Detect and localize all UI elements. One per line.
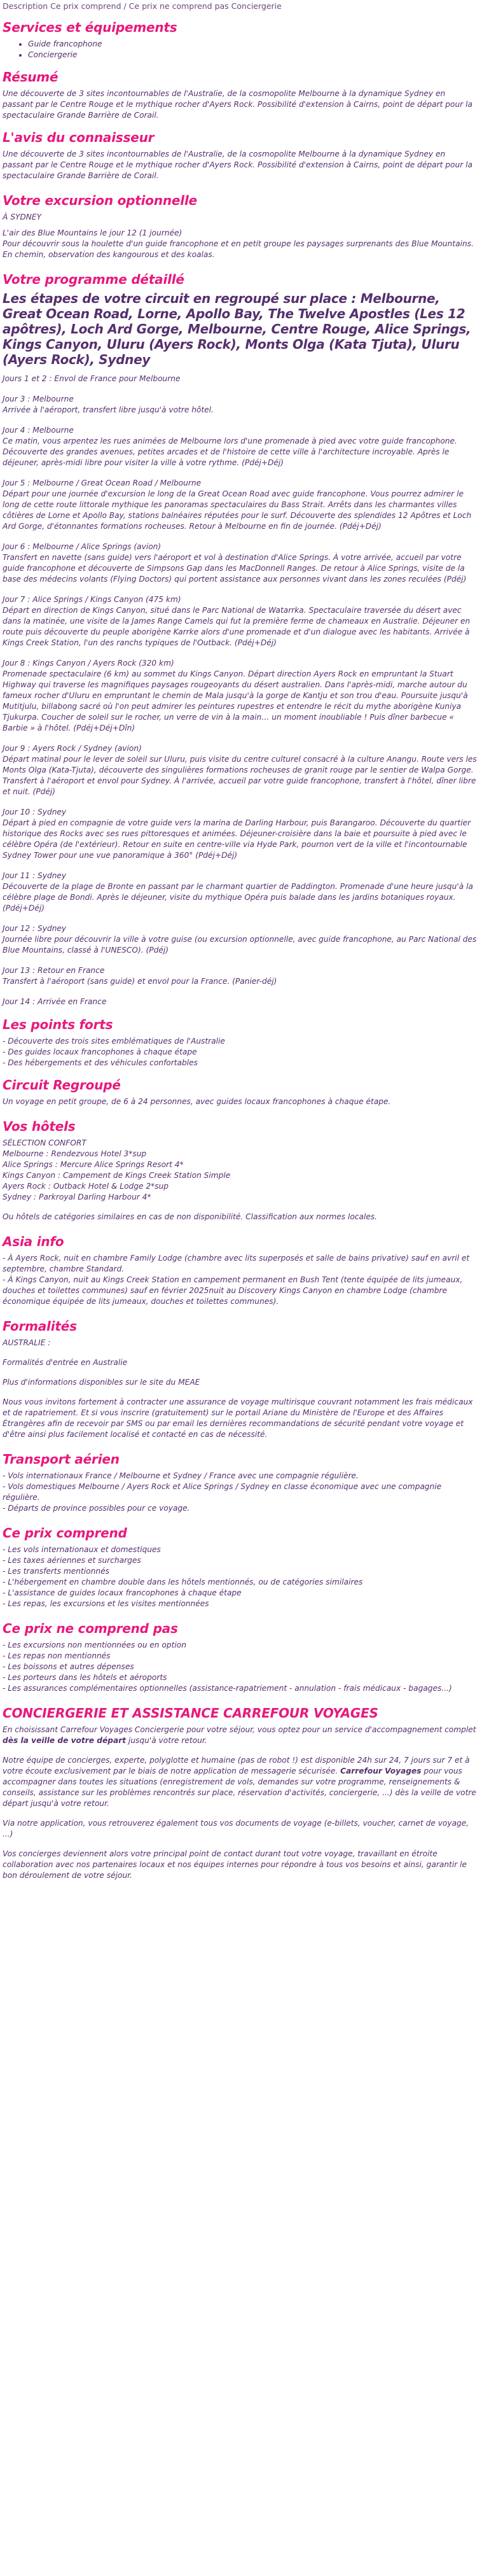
- day-desc: Transfert en navette (sans guide) vers l'aéroport et vol à destination d'Alice Springs. À votre arrivée, accueil par votre guide francophone et découverte de Simpsons Gap dans les MacDonnell Ranges. De retour à Alice Springs, visite de la base des médecins volants (Flying Doctors) qui portent assistance aux personnes vivant dans les zones reculées (Pdéj): [3, 553, 467, 584]
- day-title: Jour 7 : Alice Springs / Kings Canyon (475 km): [3, 595, 181, 604]
- page: [0, 1, 482, 1887]
- comprend-item: - Les repas, les excursions et les visites mentionnées: [3, 1599, 209, 1608]
- hotel-item: Alice Springs : Mercure Alice Springs Resort 4*: [3, 1160, 184, 1169]
- conciergerie-p4: Vos concierges deviennent alors votre principal point de contact durant tout votre voyage, travaillant en étroite collaboration avec nos partenaires locaux et nos équipes internes pour répondre à tous vos besoins et ainsi, garantir le bon déroulement de votre séjour.: [3, 1849, 467, 1880]
- transport-item: - Départs de province possibles pour ce voyage.: [3, 1504, 190, 1513]
- day-title: Jour 11 : Sydney: [3, 871, 67, 880]
- day-title: Jour 10 : Sydney: [3, 808, 67, 816]
- day-desc: Départ matinal pour le lever de soleil sur Uluru, puis visite du centre culturel consacré à la culture Anangu. Route vers les Monts Olga (Kata-Tjuta), découverte des singulières formations rocheuses de granit rouge par le sentier de Walpa Gorge. Transfert à l'aéroport et envol pour Sydney. À l'arrivée, accueil par votre guide francophone, transfert à l'hôtel, dîner libre et nuit. (Pdéj): [3, 755, 477, 796]
- transport-title: Transport aérien: [3, 1452, 120, 1467]
- formalites-title: Formalités: [3, 1319, 77, 1334]
- conciergerie-p1-b: dès la veille de votre départ: [3, 1736, 127, 1745]
- transport-item: - Vols internationaux France / Melbourne et Sydney / France avec une compagnie régulière.: [3, 1471, 359, 1480]
- transport-item: - Vols domestiques Melbourne / Ayers Rock et Alice Springs / Sydney en classe économique avec une compagnie régulière.: [3, 1482, 442, 1502]
- day-title: Jour 8 : Kings Canyon / Ayers Rock (320 km): [3, 659, 174, 668]
- hotel-item: Melbourne : Rendezvous Hotel 3*sup: [3, 1149, 147, 1158]
- hotel-item: Ayers Rock : Outback Hotel & Lodge 2*sup: [3, 1182, 169, 1191]
- breadcrumb: Description Ce prix comprend / Ce prix ne comprend pas Conciergerie: [3, 1, 282, 11]
- comprend-item: - Les taxes aériennes et surcharges: [3, 1556, 141, 1565]
- comprend-item: - Les vols internationaux et domestiques: [3, 1545, 161, 1554]
- resume-title: Résumé: [3, 69, 59, 85]
- services-list: [1, 39, 477, 60]
- day-item: [1, 923, 477, 956]
- avis-title: L'avis du connaisseur: [3, 130, 155, 145]
- ne-comprend-item: - Les porteurs dans les hôtels et aéroports: [3, 1673, 167, 1682]
- conciergerie-p2-b: Carrefour Voyages: [340, 1767, 422, 1775]
- excursion-title: Votre excursion optionnelle: [3, 193, 197, 208]
- formalites-more: Plus d'informations disponibles sur le site du MEAE: [3, 1378, 200, 1387]
- comprend-item: - L'hébergement en chambre double dans les hôtels mentionnés, ou de catégories similaires: [3, 1578, 363, 1586]
- day-title: Jour 14 : Arrivée en France: [3, 997, 107, 1006]
- hotels-note: Ou hôtels de catégories similaires en cas de non disponibilité. Classification aux normes locales.: [3, 1212, 378, 1221]
- day-item: [1, 394, 477, 416]
- day-desc: Arrivée à l'aéroport, transfert libre jusqu'à votre hôtel.: [3, 405, 214, 414]
- day-title: Jour 5 : Melbourne / Great Ocean Road / Melbourne: [3, 479, 202, 487]
- day-desc: Promenade spectaculaire (6 km) au sommet du Kings Canyon. Départ direction Ayers Rock en empruntant la Stuart Highway qui traverse les magnifiques paysages rougeoyants du désert australien. Dans l'après-midi, marche autour du fameux rocher d'Uluru en empruntant le chemin de Mala jusqu'à la gorge de Kantju et son trou d'eau. Poursuite jusqu'à Mutitjulu, billabong sacré où l'on peut admirer les peintures rupestres et entendre le récit du mythe aborigène Kuniya Tjukurpa. Coucher de soleil sur le rocher, un verre de vin à la main… un moment inoubliable ! Puis dîner barbecue « Barbie » à l'hôtel. (Pdéj+Déj+Dîn): [3, 669, 468, 732]
- day-desc: Départ à pied en compagnie de votre guide vers la marina de Darling Harbour, puis Barangaroo. Découverte du quartier historique des Rocks avec ses rues pittoresques et animées. Déjeuner-croisière dans la baie et poursuite à pied avec le célèbre Opéra (de l'extérieur). Retour en suite en centre-ville via Hyde Park, pournon vert de la ville et l'incontournable Sydney Tower pour une vue panoramique à 360° (Pdéj+Déj): [3, 818, 471, 860]
- conciergerie-p1-c: jusqu'à votre retour.: [126, 1736, 207, 1745]
- circuit-title: Circuit Regroupé: [3, 1077, 121, 1093]
- day-item: [1, 478, 477, 532]
- programme-subtitle: Les étapes de votre circuit en regroupé sur place : Melbourne, Great Ocean Road, Lorne, Apollo Bay, The Twelve Apostles (Les 12 apôtres), Loch Ard Gorge, Melbourne, Centre Rouge, Alice Springs, Kings Canyon, Uluru (Ayers Rock), Monts Olga (Kata Tjuta), Uluru (Ayers Rock), Sydney: [3, 291, 471, 367]
- points-forts-title: Les points forts: [3, 1017, 113, 1032]
- day-title: Jour 13 : Retour en France: [3, 966, 105, 975]
- conciergerie-p2: [3, 1755, 477, 1809]
- formalites-text: Nous vous invitons fortement à contracter une assurance de voyage multirisque couvrant notamment les frais médicaux et de rapatriement. Et si vous inscrire (gratuitement) sur le portail Ariane du Ministère de l'Europe et des Affaires Étrangères afin de recevoir par SMS ou par email les dernières recommandations de sécurité pendant votre voyage et d'être ainsi plus facilement localisé et contacté en cas de nécessité.: [3, 1397, 473, 1439]
- ne-comprend-item: - Les assurances complémentaires optionnelles (assistance-rapatriement - annulation - frais médicaux - bagages...): [3, 1684, 452, 1693]
- formalites-entry: Formalités d'entrée en Australie: [3, 1358, 128, 1367]
- resume-text: Une découverte de 3 sites incontournables de l'Australie, de la cosmopolite Melbourne à la dynamique Sydney en passant par le Centre Rouge et le mythique rocher d'Ayers Rock. Possibilité d'extension à Cairns, point de départ pour la spectaculaire Grande Barrière de Corail.: [3, 89, 472, 120]
- conciergerie-title: CONCIERGERIE ET ASSISTANCE CARREFOUR VOYAGES: [3, 1705, 378, 1721]
- hotel-item: Sydney : Parkroyal Darling Harbour 4*: [3, 1193, 151, 1201]
- conciergerie-p2-c: pour vous accompagner dans toutes les situations (enregistrement de vols, demandes sur votre programme, renseignements & conseils, assistance sur les problèmes rencontrés sur place, réservation d'activités, conciergerie, ...) dès la veille de votre départ jusqu'à votre retour.: [3, 1767, 476, 1808]
- hotels-title: Vos hôtels: [3, 1119, 76, 1134]
- hotels-category: SÉLECTION CONFORT: [3, 1138, 86, 1147]
- day-desc: Transfert à l'aéroport (sans guide) et envol pour la France. (Panier-déj): [3, 977, 277, 986]
- formalites-country: AUSTRALIE :: [3, 1338, 51, 1347]
- ne-comprend-title: Ce prix ne comprend pas: [3, 1621, 178, 1636]
- day-item: [1, 594, 477, 648]
- day-title: Jour 6 : Melbourne / Alice Springs (avion): [3, 542, 162, 551]
- ne-comprend-item: - Les excursions non mentionnées ou en option: [3, 1641, 186, 1649]
- day-item: [1, 871, 477, 914]
- day-item: [1, 542, 477, 585]
- ne-comprend-item: - Les boissons et autres dépenses: [3, 1662, 134, 1671]
- asia-item: - À Kings Canyon, nuit au Kings Creek Station en campement permanent en Bush Tent (tente équipée de lits jumeaux, douches et toilettes communes) sauf en février 2025nuit au Discovery Kings Canyon en chambre Lodge (chambre économique équipée de lits jumeaux, douches et toilettes communes).: [3, 1275, 463, 1306]
- comprend-title: Ce prix comprend: [3, 1525, 127, 1541]
- conciergerie-p1-a: En choisissant Carrefour Voyages Conciergerie pour votre séjour, vous optez pour un service d'accompagnement complet: [3, 1725, 476, 1734]
- points-forts-item: - Des guides locaux francophones à chaque étape: [3, 1047, 197, 1056]
- day-item: [1, 374, 477, 384]
- asia-item: - À Ayers Rock, nuit en chambre Family Lodge (chambre avec lits superposés et salle de bains privative) sauf en avril et septembre, chambre Standard.: [3, 1254, 470, 1273]
- day-item: [1, 658, 477, 734]
- asia-title: Asia info: [3, 1234, 64, 1249]
- day-desc: Départ en direction de Kings Canyon, situé dans le Parc National de Watarrka. Spectaculaire traversée du désert avec dans la matinée, une visite de la James Range Camels qui fut la première ferme de chameaux en Australie. Déjeuner en route puis découverte du peuple aborigène Karrke alors d'une promenade et d'un dialogue avec les habitants. Arrivée à Kings Creek Station, l'un des ranchs typiques de l'Outback. (Pdéj+Déj): [3, 606, 471, 647]
- points-forts-item: - Découverte des trois sites emblématiques de l'Australie: [3, 1037, 225, 1046]
- day-title: Jour 4 : Melbourne: [3, 426, 74, 435]
- programme-title: Votre programme détaillé: [3, 272, 184, 287]
- services-item: • Conciergerie: [28, 50, 477, 60]
- conciergerie-p2-a: Notre équipe de concierges, experte, polyglotte et humaine (pas de robot !) est disponible 24h sur 24, 7 jours sur 7 et à votre écoute exclusivement par le biais de notre application de messagerie sécurisée.: [3, 1756, 470, 1775]
- conciergerie-p3: Via notre application, vous retrouverez également tous vos documents de voyage (e-billets, voucher, carnet de voyage, ...): [3, 1819, 469, 1838]
- day-item: [1, 997, 477, 1007]
- comprend-item: - Les transferts mentionnés: [3, 1567, 109, 1576]
- day-list: [1, 374, 477, 1007]
- avis-text: Une découverte de 3 sites incontournables de l'Australie, de la cosmopolite Melbourne à la dynamique Sydney en passant par le Centre Rouge et le mythique rocher d'Ayers Rock. Possibilité d'extension à Cairns, point de départ pour la spectaculaire Grande Barrière de Corail.: [3, 150, 472, 180]
- circuit-text: Un voyage en petit groupe, de 6 à 24 personnes, avec guides locaux francophones à chaque étape.: [3, 1097, 391, 1106]
- day-item: [1, 965, 477, 987]
- services-title: Services et équipements: [3, 20, 177, 35]
- day-item: [1, 743, 477, 797]
- excursion-name: L'air des Blue Mountains le jour 12 (1 journée): [3, 228, 182, 237]
- excursion-location: À SYDNEY: [3, 213, 42, 221]
- ne-comprend-item: - Les repas non mentionnés: [3, 1651, 111, 1660]
- day-title: Jour 9 : Ayers Rock / Sydney (avion): [3, 744, 142, 753]
- day-desc: Découverte de la plage de Bronte en passant par le charmant quartier de Paddington. Promenade d'une heure jusqu'à la célèbre plage de Bondi. Après le déjeuner, visite du mythique Opéra puis balade dans les jardins botaniques royaux. (Pdéj+Déj): [3, 882, 473, 913]
- hotel-item: Kings Canyon : Campement de Kings Creek Station Simple: [3, 1171, 231, 1180]
- comprend-item: - L'assistance de guides locaux francophones à chaque étape: [3, 1588, 242, 1597]
- day-title: Jours 1 et 2 : Envol de France pour Melbourne: [3, 374, 181, 383]
- points-forts-item: - Des hébergements et des véhicules confortables: [3, 1058, 198, 1067]
- excursion-text: Pour découvrir sous la houlette d'un guide francophone et en petit groupe les paysages surprenants des Blue Mountains. En chemin, observation des kangourous et des koalas.: [3, 239, 474, 259]
- services-item: • Guide francophone: [28, 39, 477, 50]
- day-item: [1, 807, 477, 861]
- day-desc: Journée libre pour découvrir la ville à votre guise (ou excursion optionnelle, avec guide francophone, au Parc National des Blue Mountains, classé à l'UNESCO). (Pdéj): [3, 935, 477, 955]
- day-title: Jour 12 : Sydney: [3, 924, 67, 933]
- day-item: [1, 425, 477, 468]
- conciergerie-p1: [3, 1725, 477, 1746]
- day-desc: Ce matin, vous arpentez les rues animées de Melbourne lors d'une promenade à pied avec votre guide francophone. Découverte des grandes avenues, petites arcades et de l'histoire de cette ville à l'architecture incroyable. Après le déjeuner, après-midi libre pour visiter la ville à votre rythme. (Pdéj+Déj): [3, 437, 457, 467]
- day-desc: Départ pour une journée d'excursion le long de la Great Ocean Road avec guide francophone. Vous pourrez admirer le long de cette route littorale mythique les panoramas spectaculaires du Bass Strait. Arrêts dans les charmantes villes côtières de Lorne et Apollo Bay, stations balnéaires réputées pour le surf. Découverte des splendides 12 Apôtres et Loch Ard Gorge, d'étonnantes formations rocheuses. Retour à Melbourne en fin de journée. (Pdéj+Déj): [3, 489, 472, 531]
- day-title: Jour 3 : Melbourne: [3, 395, 74, 403]
